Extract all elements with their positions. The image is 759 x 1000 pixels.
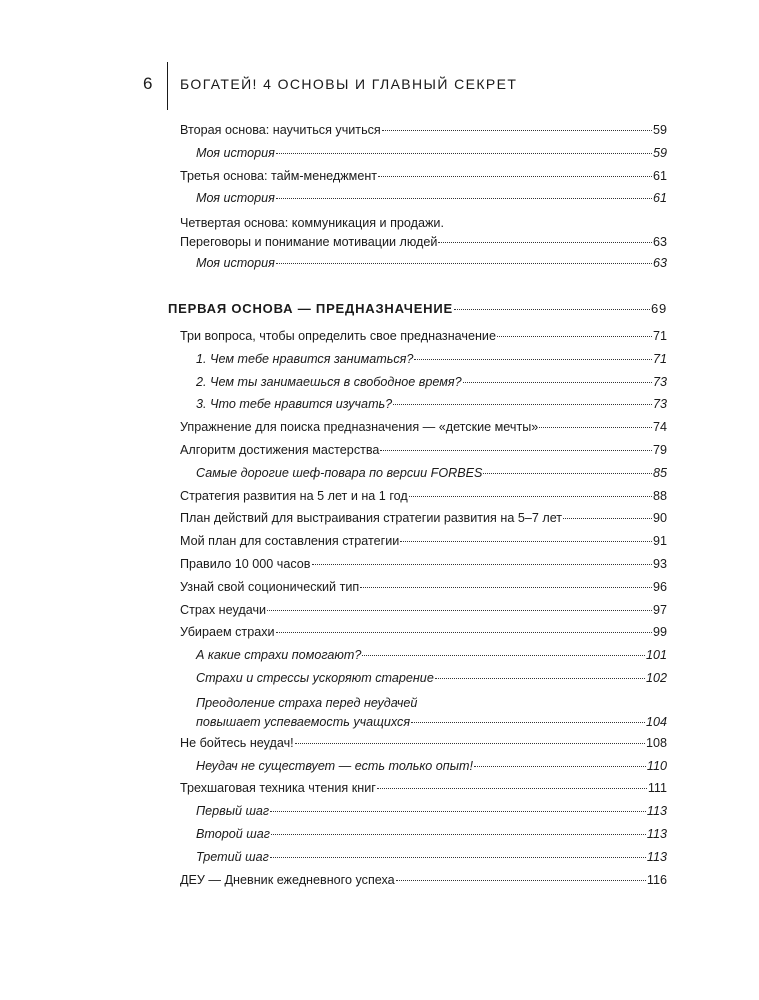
toc-subentry: Моя история 59 (196, 145, 667, 160)
toc-entry-continued: Переговоры и понимание мотивации людей 63 (180, 235, 667, 250)
toc-subentry-continued: повышает успеваемость учащихся 104 (196, 714, 667, 729)
toc-entry: Стратегия развития на 5 лет и на 1 год 88 (180, 488, 667, 503)
toc-entry: Страх неудачи 97 (180, 602, 667, 617)
toc-subentry: 1. Чем тебе нравится заниматься? 71 (196, 351, 667, 366)
page-number: 6 (143, 74, 153, 93)
table-of-contents (168, 119, 667, 891)
toc-entry: Третья основа: тайм-менеджмент 61 (180, 168, 667, 183)
toc-subentry: Неудач не существует — есть только опыт! 110 (196, 758, 667, 773)
toc-subentry: 3. Что тебе нравится изучать? 73 (196, 397, 667, 412)
toc-entry: Мой план для составления стратегии 91 (180, 534, 667, 549)
toc-entry: Четвертая основа: коммуникация и продажи. (180, 216, 444, 231)
toc-subentry: А какие страхи помогают? 101 (196, 648, 667, 663)
toc-entry: Убираем страхи 99 (180, 625, 667, 640)
toc-entry: План действий для выстраивания стратегии развития на 5–7 лет 90 (180, 511, 667, 526)
toc-entry: Узнай свой соционический тип 96 (180, 579, 667, 594)
toc-entry: Алгоритм достижения мастерства 79 (180, 442, 667, 457)
toc-subentry: Третий шаг 113 (196, 849, 667, 864)
toc-subentry: 2. Чем ты занимаешься в свободное время? 73 (196, 374, 667, 389)
toc-entry: Трехшаговая техника чтения книг 111 (180, 781, 667, 796)
toc-subentry: Первый шаг 113 (196, 804, 667, 819)
toc-subentry: Преодоление страха перед неудачей (196, 695, 418, 710)
toc-subentry: Страхи и стрессы ускоряют старение 102 (196, 670, 667, 685)
toc-subentry: Моя история 63 (196, 256, 667, 271)
running-title: БОГАТЕЙ! 4 ОСНОВЫ И ГЛАВНЫЙ СЕКРЕТ (180, 76, 518, 92)
toc-entry: ДЕУ — Дневник ежедневного успеха 116 (180, 872, 667, 887)
toc-subentry: Второй шаг 113 (196, 826, 667, 841)
toc-subentry: Моя история 61 (196, 191, 667, 206)
toc-entry: Упражнение для поиска предназначения — «детские мечты» 74 (180, 420, 667, 435)
toc-entry: Не бойтесь неудач! 108 (180, 735, 667, 750)
toc-entry: Вторая основа: научиться учиться 59 (180, 123, 667, 137)
toc-entry: Правило 10 000 часов 93 (180, 556, 667, 571)
toc-section-heading: ПЕРВАЯ ОСНОВА — ПРЕДНАЗНАЧЕНИЕ 69 (168, 300, 667, 316)
toc-entry: Три вопроса, чтобы определить свое предназначение 71 (180, 328, 667, 343)
toc-subentry: Самые дорогие шеф-повара по версии FORBES 85 (196, 465, 667, 480)
header-divider (167, 62, 168, 110)
